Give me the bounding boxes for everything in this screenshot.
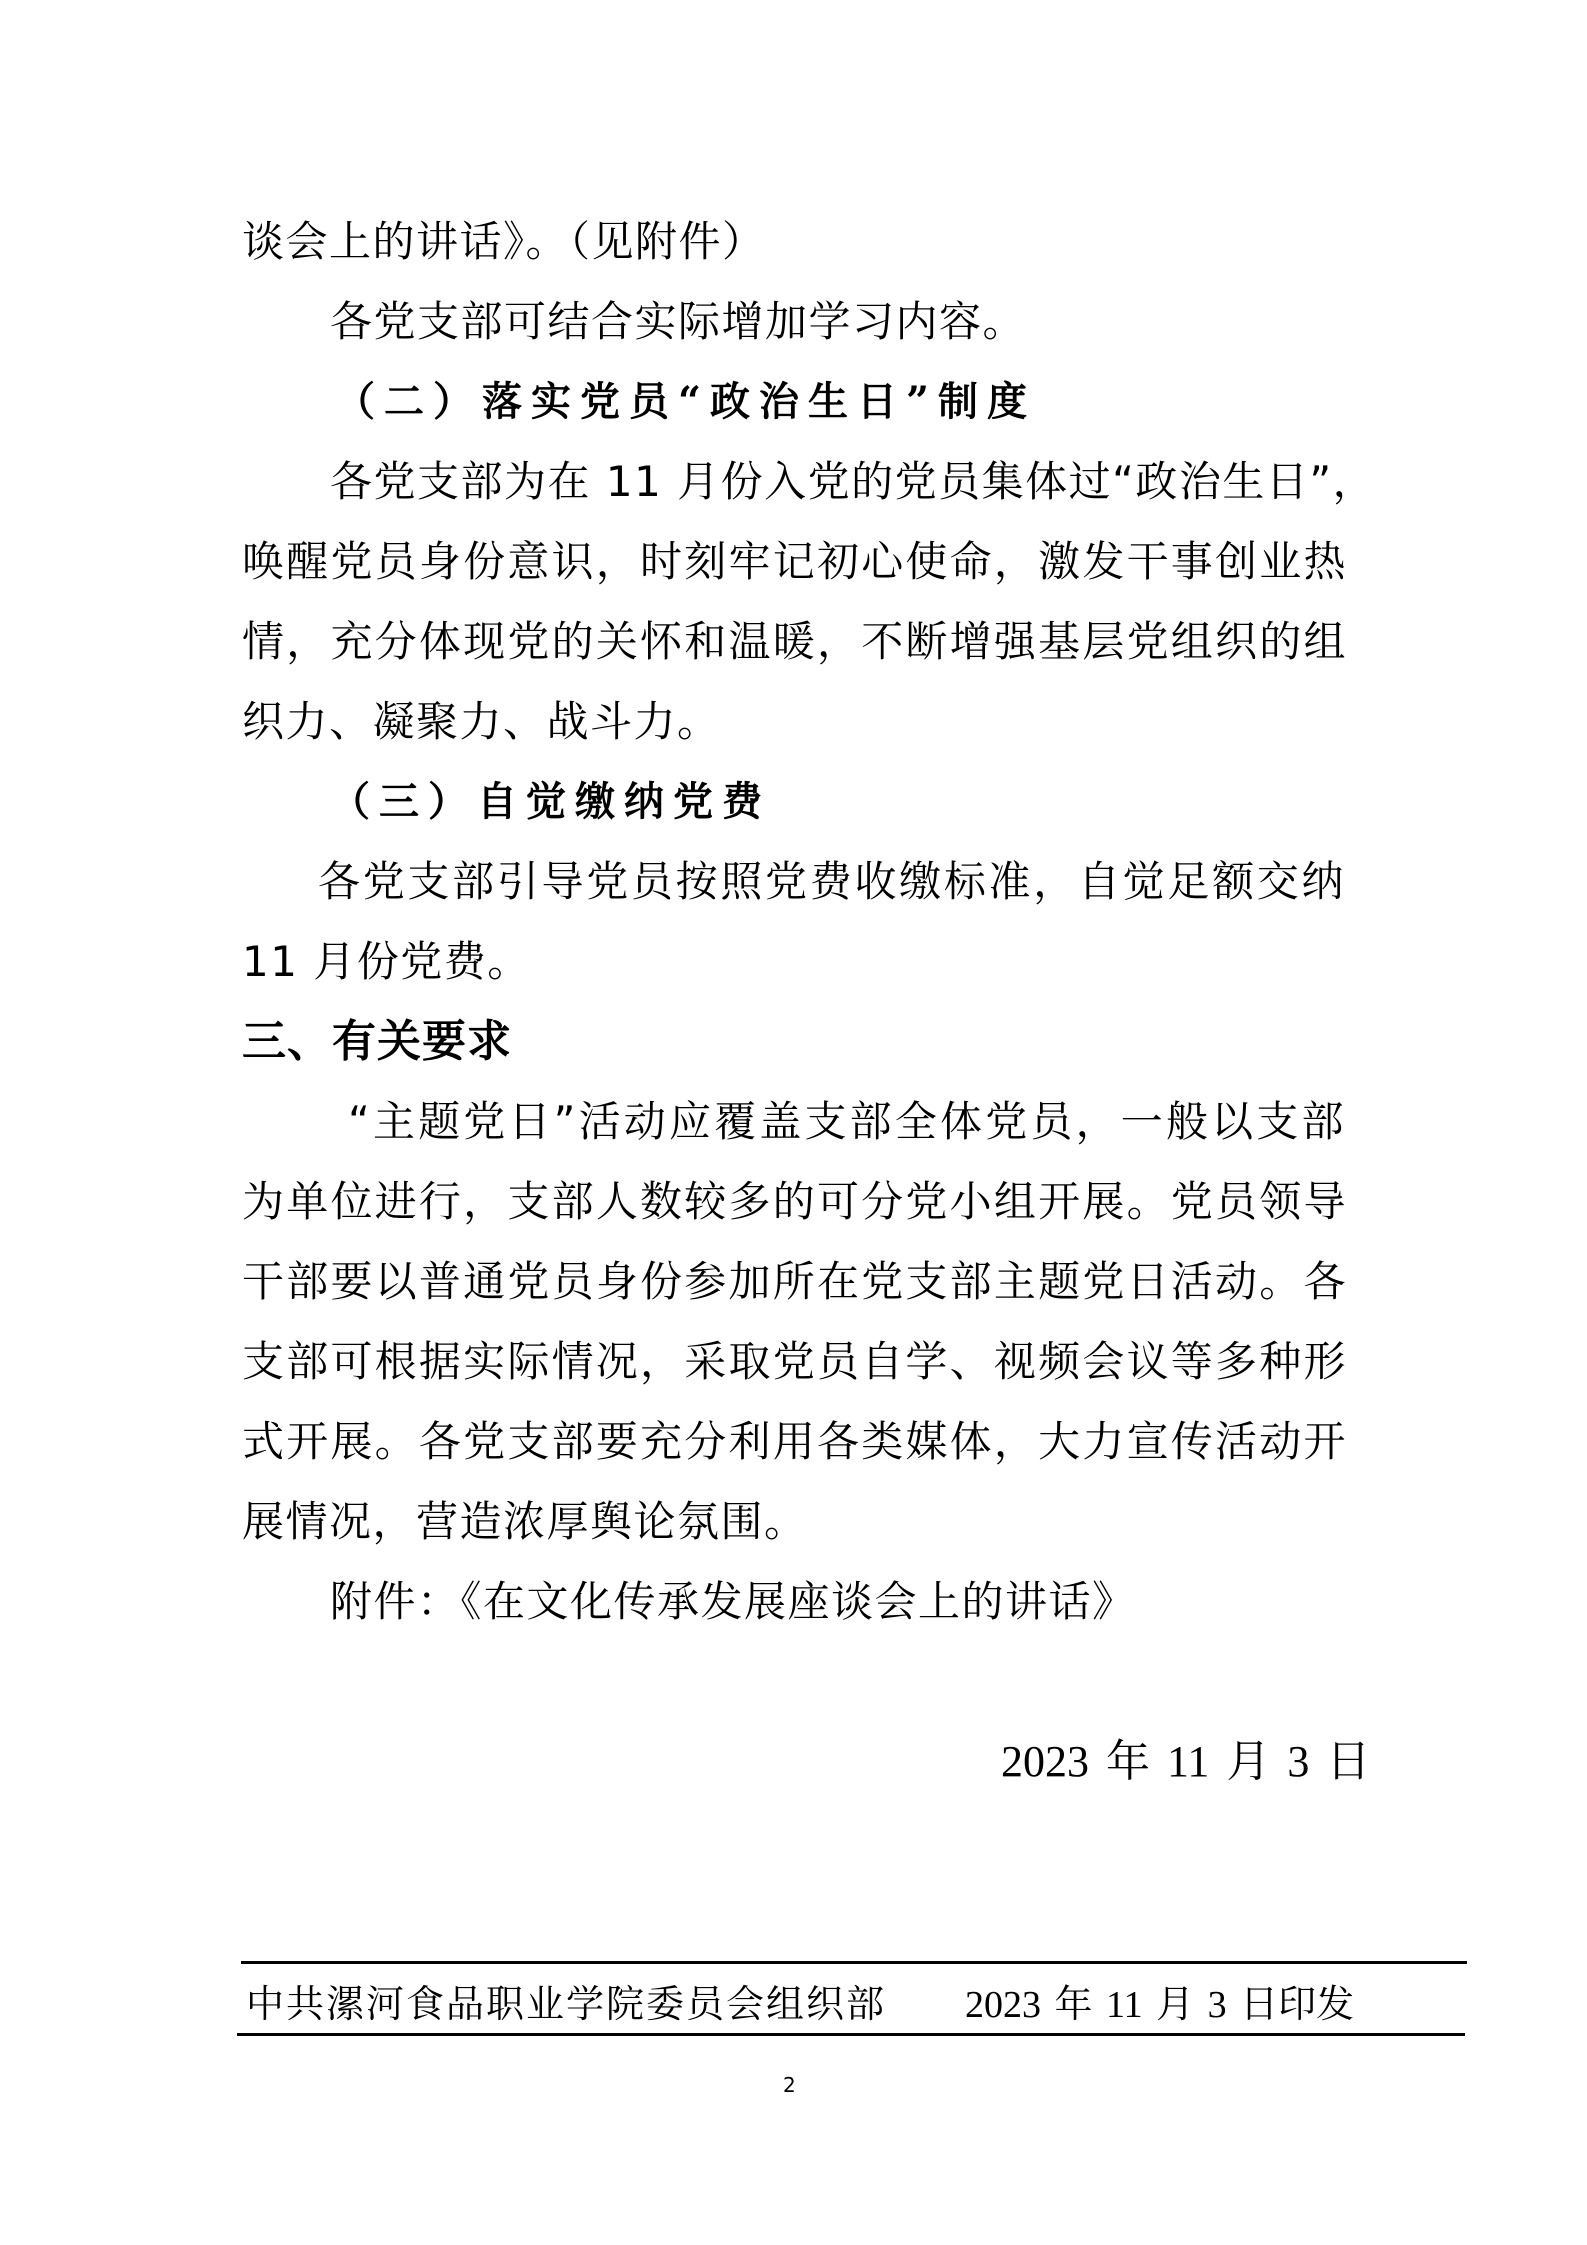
signature-date: 2023 年 11 月 3 日 — [1001, 1737, 1371, 1786]
body-line-15: 支部可根据实际情况，采取党员自学、视频会议等多种形 — [242, 1337, 1347, 1386]
body-line-6: 情，充分体现党的关怀和温暖，不断增强基层党组织的组 — [242, 617, 1347, 666]
body-line-16: 式开展。各党支部要充分利用各类媒体，大力宣传活动开 — [242, 1417, 1347, 1466]
footer-issue-date: 2023 年 11 月 3 日印发 — [965, 1984, 1355, 2026]
body-line-9: 各党支部引导党员按照党费收缴标准，自觉足额交纳 — [318, 857, 1345, 906]
section-heading-requirements: 三、有关要求 — [242, 1016, 512, 1067]
body-line-17: 展情况，营造浓厚舆论氛围。 — [242, 1497, 808, 1546]
footer-top-rule — [241, 1961, 1467, 1964]
subheading-party-dues: （三）自觉缴纳党费 — [330, 778, 771, 825]
attachment-line: 附件：《在文化传承发展座谈会上的讲话》 — [330, 1577, 1136, 1626]
body-line-4: 各党支部为在 11 月份入党的党员集体过“政治生日”， — [330, 457, 1377, 506]
footer-bottom-rule — [237, 2033, 1465, 2036]
body-line-1: 谈会上的讲话》。（见附件） — [242, 217, 766, 266]
subheading-political-birthday: （二）落实党员“政治生日”制度 — [335, 378, 1037, 425]
body-line-7: 织力、凝聚力、战斗力。 — [242, 697, 721, 746]
body-line-2: 各党支部可结合实际增加学习内容。 — [330, 297, 1027, 346]
body-line-12: “主题党日”活动应覆盖支部全体党员，一般以支部 — [348, 1097, 1345, 1146]
body-line-10: 11 月份党费。 — [242, 937, 531, 986]
footer-issuer: 中共漯河食品职业学院委员会组织部 — [246, 1984, 887, 2026]
body-line-5: 唤醒党员身份意识，时刻牢记初心使命，激发干事创业热 — [242, 537, 1347, 586]
page-number: 2 — [783, 2073, 796, 2097]
body-line-14: 干部要以普通党员身份参加所在党支部主题党日活动。各 — [242, 1257, 1347, 1306]
body-line-13: 为单位进行，支部人数较多的可分党小组开展。党员领导 — [242, 1177, 1347, 1226]
